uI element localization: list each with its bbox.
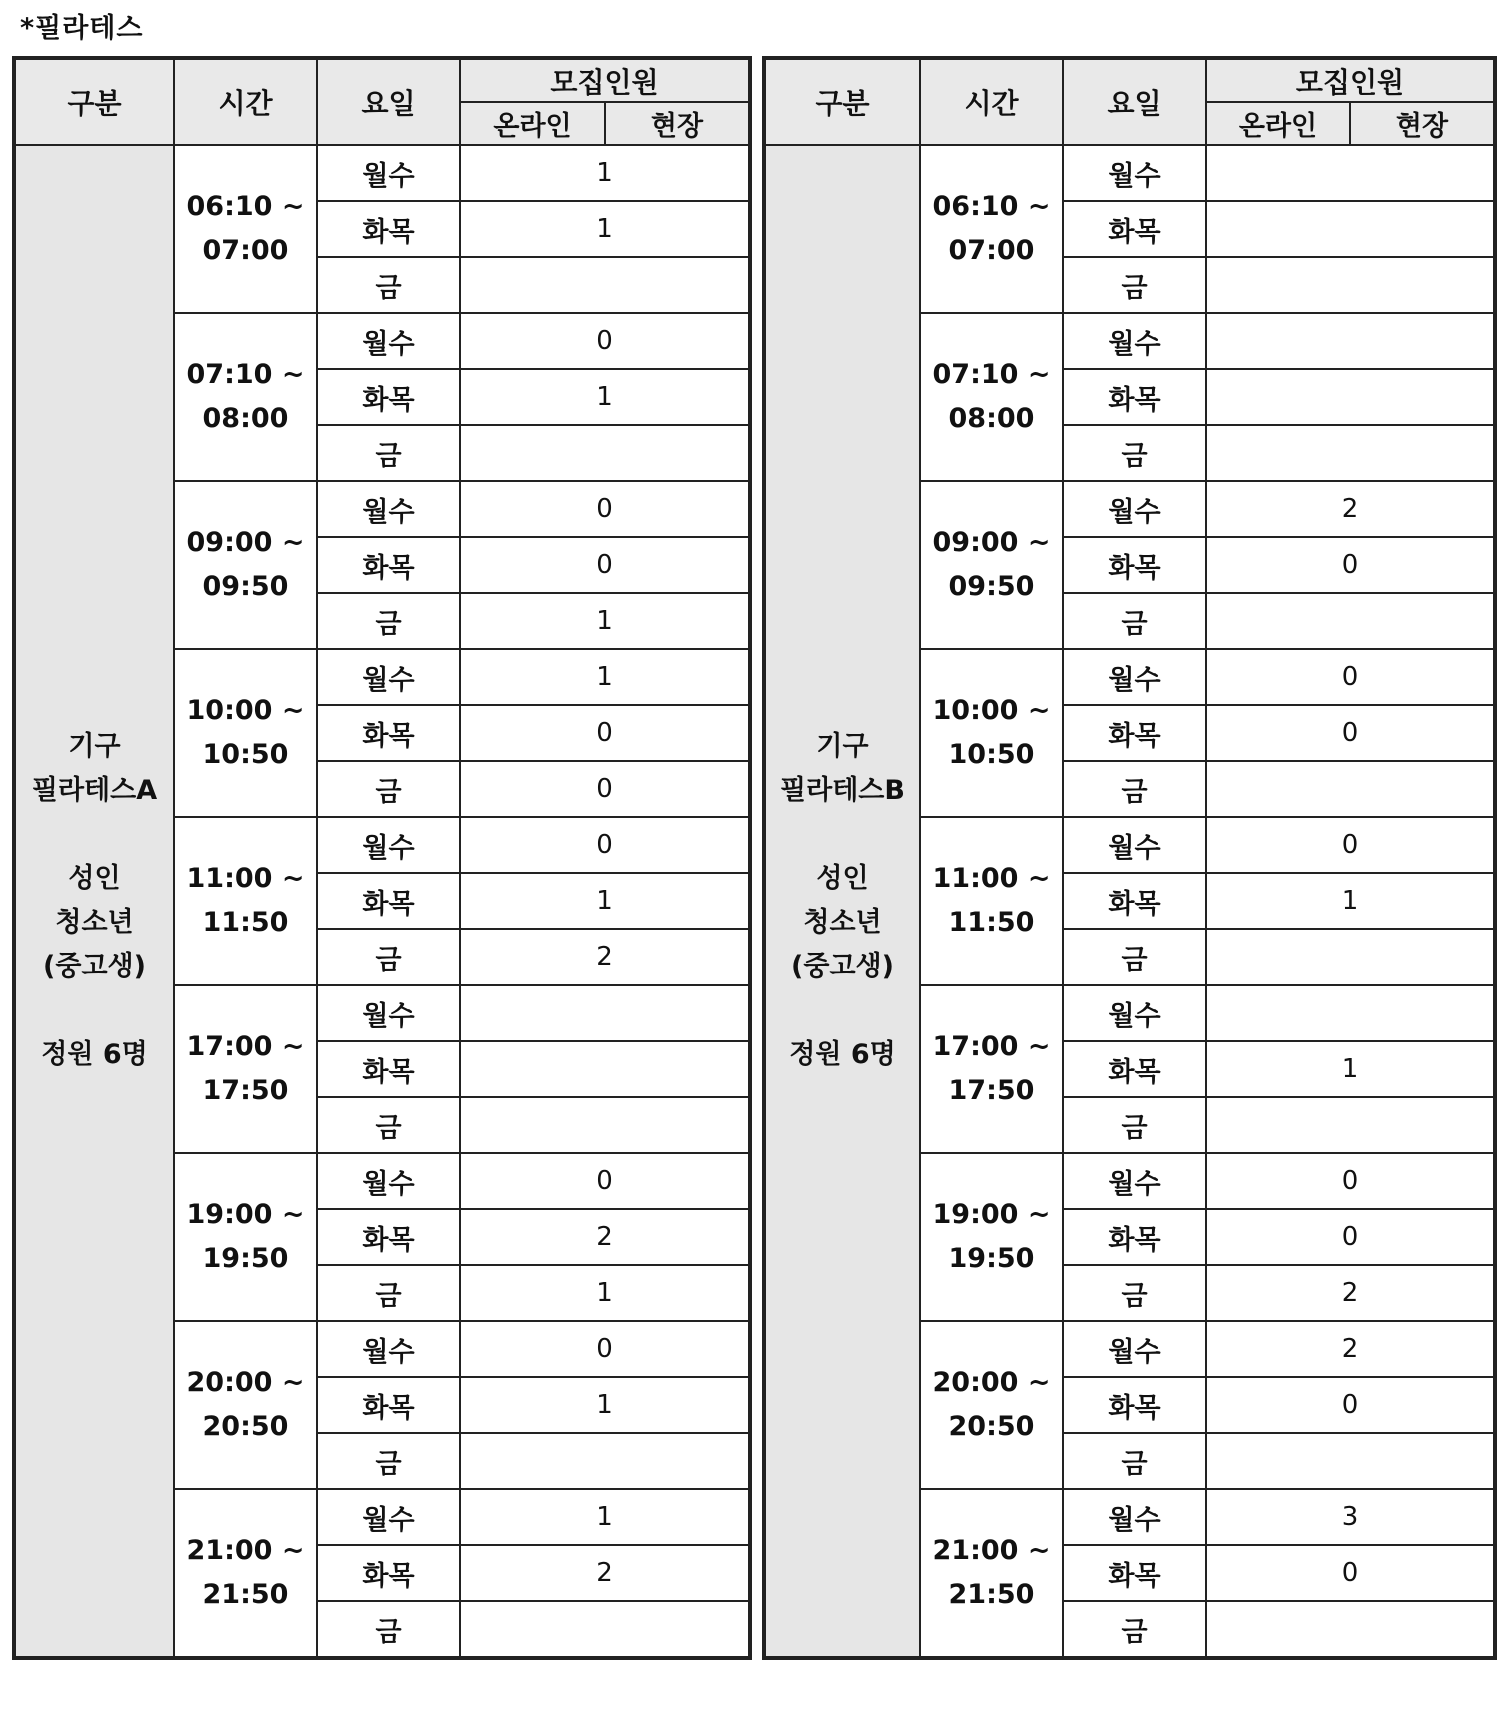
time-cell [174,817,317,985]
time-start: 09:00 ~ [186,527,305,558]
day-cell: 월수 [1063,481,1206,537]
time-start: 17:00 ~ [932,1031,1051,1062]
day-cell: 월수 [1063,649,1206,705]
recruit-count-cell: 0 [1206,1153,1495,1209]
day-cell: 화목 [1063,1377,1206,1433]
category-cell [764,145,920,1658]
time-end: 20:50 [202,1411,289,1442]
recruit-count-cell: 0 [460,817,750,873]
day-cell: 화목 [317,1377,460,1433]
recruit-count-cell: 1 [460,873,750,929]
header-online: 온라인 [460,102,605,145]
recruit-count-cell [1206,1433,1495,1489]
day-cell: 월수 [317,145,460,201]
time-cell [920,817,1063,985]
header-day: 요일 [1063,58,1206,145]
time-cell [920,985,1063,1153]
header-online: 온라인 [1206,102,1350,145]
time-cell [174,985,317,1153]
time-cell [174,313,317,481]
day-cell: 금 [1063,1433,1206,1489]
recruit-count-cell: 0 [460,537,750,593]
day-cell: 월수 [1063,145,1206,201]
time-cell [174,1489,317,1658]
day-cell: 월수 [1063,1321,1206,1377]
day-cell: 금 [317,257,460,313]
day-cell: 월수 [317,817,460,873]
category-cell [14,145,174,1658]
time-start: 20:00 ~ [186,1367,305,1398]
category-spacer [766,813,919,857]
category-line3: 성인 [68,863,121,894]
day-cell: 화목 [317,1545,460,1601]
category-spacer [16,813,173,857]
day-cell: 화목 [317,1041,460,1097]
recruit-count-cell: 0 [460,705,750,761]
day-cell: 금 [317,593,460,649]
day-cell: 화목 [1063,369,1206,425]
time-end: 07:00 [948,235,1035,266]
header-onsite: 현장 [605,102,750,145]
header-recruit: 모집인원 [460,58,750,102]
time-end: 19:50 [948,1243,1035,1274]
time-cell [920,1489,1063,1658]
recruit-count-cell: 0 [1206,1377,1495,1433]
time-start: 10:00 ~ [186,695,305,726]
time-start: 06:10 ~ [932,191,1051,222]
category-line5: (중고생) [43,951,146,982]
time-cell [174,481,317,649]
recruit-count-cell [1206,145,1495,201]
day-cell: 금 [317,1097,460,1153]
time-end: 11:50 [202,907,289,938]
category-line6: 정원 6명 [41,1039,148,1070]
day-cell: 화목 [317,1209,460,1265]
time-end: 10:50 [202,739,289,770]
day-cell: 화목 [317,369,460,425]
time-start: 11:00 ~ [932,863,1051,894]
day-cell: 금 [1063,1601,1206,1658]
time-start: 10:00 ~ [932,695,1051,726]
table-row [14,145,750,201]
time-start: 21:00 ~ [186,1535,305,1566]
recruit-count-cell [460,985,750,1041]
time-cell [174,145,317,313]
recruit-count-cell [460,1041,750,1097]
recruit-count-cell: 1 [1206,873,1495,929]
category-line4: 청소년 [803,907,882,938]
time-cell [174,1321,317,1489]
day-cell: 금 [1063,257,1206,313]
recruit-count-cell [1206,201,1495,257]
day-cell: 월수 [1063,1489,1206,1545]
time-end: 17:50 [948,1075,1035,1106]
time-cell [920,313,1063,481]
recruit-count-cell: 0 [460,313,750,369]
time-start: 07:10 ~ [932,359,1051,390]
recruit-count-cell: 0 [460,761,750,817]
header-day: 요일 [317,58,460,145]
time-end: 08:00 [202,403,289,434]
recruit-count-cell: 1 [460,145,750,201]
schedule-body [14,145,750,1658]
time-end: 21:50 [202,1579,289,1610]
header-time: 시간 [920,58,1063,145]
time-start: 17:00 ~ [186,1031,305,1062]
time-cell [920,1321,1063,1489]
time-start: 07:10 ~ [186,359,305,390]
day-cell: 월수 [317,1321,460,1377]
header-onsite: 현장 [1350,102,1495,145]
schedule-body [764,145,1495,1658]
day-cell: 월수 [317,1153,460,1209]
header-category: 구분 [14,58,174,145]
recruit-count-cell [460,1433,750,1489]
page-title: *필라테스 [20,13,144,44]
recruit-count-cell: 1 [460,1265,750,1321]
recruit-count-cell: 1 [1206,1041,1495,1097]
time-start: 09:00 ~ [932,527,1051,558]
recruit-count-cell [1206,593,1495,649]
recruit-count-cell: 0 [1206,649,1495,705]
day-cell: 화목 [1063,537,1206,593]
day-cell: 금 [317,761,460,817]
day-cell: 월수 [317,649,460,705]
recruit-count-cell [1206,257,1495,313]
day-cell: 금 [317,1265,460,1321]
recruit-count-cell: 0 [1206,1545,1495,1601]
time-end: 21:50 [948,1579,1035,1610]
category-line4: 청소년 [55,907,134,938]
recruit-count-cell [1206,761,1495,817]
schedule-table-a [12,56,752,1660]
recruit-count-cell: 0 [1206,817,1495,873]
recruit-count-cell [1206,425,1495,481]
recruit-count-cell: 1 [460,1489,750,1545]
recruit-count-cell [1206,985,1495,1041]
day-cell: 금 [1063,929,1206,985]
time-start: 20:00 ~ [932,1367,1051,1398]
category-line5: (중고생) [791,951,894,982]
recruit-count-cell: 2 [1206,1321,1495,1377]
recruit-count-cell: 0 [460,1321,750,1377]
day-cell: 화목 [317,537,460,593]
time-end: 19:50 [202,1243,289,1274]
day-cell: 화목 [1063,705,1206,761]
time-start: 19:00 ~ [186,1199,305,1230]
day-cell: 화목 [1063,1545,1206,1601]
time-cell [174,649,317,817]
day-cell: 금 [317,1433,460,1489]
time-end: 09:50 [202,571,289,602]
day-cell: 화목 [317,705,460,761]
day-cell: 금 [1063,1097,1206,1153]
day-cell: 금 [317,1601,460,1658]
day-cell: 화목 [1063,1041,1206,1097]
day-cell: 금 [317,929,460,985]
category-spacer [766,989,919,1033]
day-cell: 화목 [317,873,460,929]
time-start: 11:00 ~ [186,863,305,894]
category-line2: 필라테스B [780,775,905,806]
recruit-count-cell: 1 [460,369,750,425]
time-end: 11:50 [948,907,1035,938]
day-cell: 월수 [317,313,460,369]
recruit-count-cell: 1 [460,593,750,649]
time-start: 21:00 ~ [932,1535,1051,1566]
day-cell: 금 [1063,761,1206,817]
recruit-count-cell [1206,313,1495,369]
recruit-count-cell [1206,369,1495,425]
time-start: 19:00 ~ [932,1199,1051,1230]
day-cell: 화목 [1063,201,1206,257]
day-cell: 월수 [1063,313,1206,369]
category-spacer [16,989,173,1033]
time-cell [920,481,1063,649]
recruit-count-cell: 1 [460,201,750,257]
time-cell [920,649,1063,817]
category-line6: 정원 6명 [789,1039,896,1070]
time-start: 06:10 ~ [186,191,305,222]
recruit-count-cell: 0 [1206,537,1495,593]
recruit-count-cell: 1 [460,1377,750,1433]
recruit-count-cell: 2 [1206,481,1495,537]
recruit-count-cell: 2 [460,1545,750,1601]
time-end: 20:50 [948,1411,1035,1442]
time-cell [174,1153,317,1321]
header-recruit: 모집인원 [1206,58,1495,102]
time-end: 08:00 [948,403,1035,434]
time-cell [920,1153,1063,1321]
header-category: 구분 [764,58,920,145]
day-cell: 화목 [317,201,460,257]
day-cell: 금 [1063,425,1206,481]
header-time: 시간 [174,58,317,145]
recruit-count-cell [1206,1601,1495,1658]
recruit-count-cell [460,425,750,481]
time-end: 07:00 [202,235,289,266]
recruit-count-cell [460,1601,750,1658]
recruit-count-cell: 3 [1206,1489,1495,1545]
category-line1: 기구 [68,731,121,762]
day-cell: 화목 [1063,873,1206,929]
time-end: 17:50 [202,1075,289,1106]
day-cell: 금 [1063,1265,1206,1321]
table-row [764,145,1495,201]
day-cell: 월수 [317,985,460,1041]
day-cell: 월수 [317,1489,460,1545]
day-cell: 월수 [1063,985,1206,1041]
recruit-count-cell: 1 [460,649,750,705]
recruit-count-cell [460,1097,750,1153]
category-line1: 기구 [816,731,869,762]
recruit-count-cell: 0 [1206,705,1495,761]
recruit-count-cell: 0 [1206,1209,1495,1265]
time-end: 09:50 [948,571,1035,602]
day-cell: 금 [317,425,460,481]
schedule-table-b [762,56,1497,1660]
category-line2: 필라테스A [31,775,158,806]
recruit-count-cell: 0 [460,1153,750,1209]
time-cell [920,145,1063,313]
recruit-count-cell: 2 [460,929,750,985]
recruit-count-cell: 2 [460,1209,750,1265]
recruit-count-cell [1206,929,1495,985]
recruit-count-cell: 2 [1206,1265,1495,1321]
day-cell: 월수 [317,481,460,537]
day-cell: 월수 [1063,817,1206,873]
category-line3: 성인 [816,863,869,894]
recruit-count-cell [460,257,750,313]
recruit-count-cell: 0 [460,481,750,537]
day-cell: 금 [1063,593,1206,649]
time-end: 10:50 [948,739,1035,770]
recruit-count-cell [1206,1097,1495,1153]
day-cell: 화목 [1063,1209,1206,1265]
day-cell: 월수 [1063,1153,1206,1209]
